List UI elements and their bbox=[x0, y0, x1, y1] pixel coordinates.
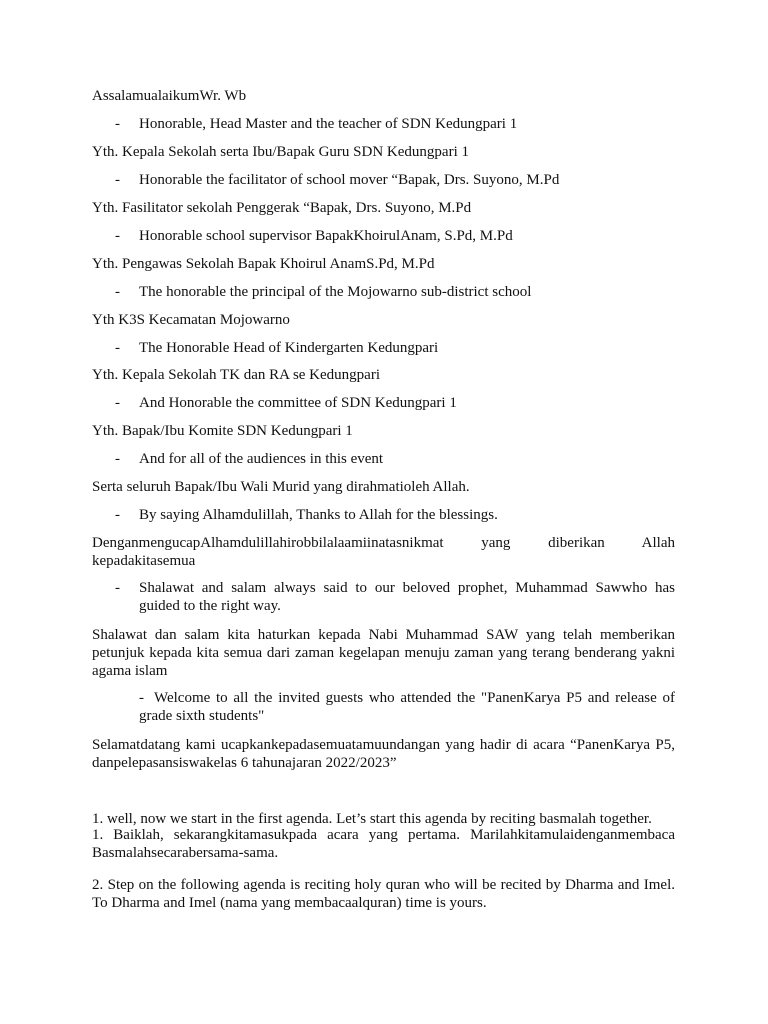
bullet-dash: - bbox=[115, 116, 120, 132]
bullet-dash: - bbox=[115, 451, 120, 467]
bullet-item bbox=[115, 171, 675, 189]
bullet-item bbox=[115, 394, 675, 412]
bullet-dash: - bbox=[115, 395, 120, 411]
paragraph: Yth. Fasilitator sekolah Penggerak “Bapak, Drs. Suyono, M.Pd bbox=[92, 200, 472, 216]
bullet-item bbox=[139, 689, 675, 725]
paragraph: Selamatdatang kami ucapkankepadasemuatamuundangan yang hadir di acara “PanenKarya P5, danpelepasansiswakelas 6 tahunajaran 2022/2023” bbox=[92, 737, 675, 771]
bullet-dash: - bbox=[115, 172, 120, 188]
bullet-item bbox=[115, 283, 675, 301]
bullet-dash: - bbox=[115, 340, 120, 356]
bullet-text: Shalawat and salam always said to our beloved prophet, Muhammad Sawwho has guided to the right way. bbox=[139, 580, 675, 614]
bullet-item bbox=[115, 506, 675, 524]
bullet-dash: - bbox=[115, 284, 120, 300]
bullet-dash: - bbox=[115, 228, 120, 244]
paragraph: Yth. Pengawas Sekolah Bapak Khoirul AnamS.Pd, M.Pd bbox=[92, 256, 435, 272]
bullet-text: The honorable the principal of the Mojowarno sub-district school bbox=[139, 284, 532, 300]
agenda-2: 2. Step on the following agenda is reciting holy quran who will be recited by Dharma and Imel. To Dharma and Imel (nama yang membacaalquran) time is yours. bbox=[92, 877, 675, 911]
bullet-text: By saying Alhamdulillah, Thanks to Allah for the blessings. bbox=[139, 507, 498, 523]
paragraph: Yth K3S Kecamatan Mojowarno bbox=[92, 312, 290, 328]
paragraph: Serta seluruh Bapak/Ibu Wali Murid yang dirahmatioleh Allah. bbox=[92, 479, 470, 495]
paragraph: Yth. Kepala Sekolah serta Ibu/Bapak Guru SDN Kedungpari 1 bbox=[92, 144, 469, 160]
bullet-dash: - bbox=[139, 690, 144, 706]
bullet-text: And Honorable the committee of SDN Kedungpari 1 bbox=[139, 395, 457, 411]
greeting: AssalamualaikumWr. Wb bbox=[92, 88, 247, 104]
bullet-dash: - bbox=[115, 580, 120, 596]
paragraph-line: DenganmengucapAlhamdulillahirobbilalaamiinatasnikmat yang diberikan Allah bbox=[92, 535, 675, 551]
agenda-1-english: 1. well, now we start in the first agenda. Let’s start this agenda by reciting basmalah together. bbox=[92, 811, 652, 827]
bullet-text: The Honorable Head of Kindergarten Kedungpari bbox=[139, 340, 439, 356]
bullet-item bbox=[115, 227, 675, 245]
bullet-text: Honorable the facilitator of school mover “Bapak, Drs. Suyono, M.Pd bbox=[139, 172, 560, 188]
bullet-text: Welcome to all the invited guests who attended the "PanenKarya P5 and release of grade sixth students" bbox=[139, 690, 675, 724]
bullet-text: Honorable school supervisor BapakKhoirulAnam, S.Pd, M.Pd bbox=[139, 228, 513, 244]
agenda-1-indonesian: 1. Baiklah, sekarangkitamasukpada acara yang pertama. Marilahkitamulaidenganmembaca Basmalahsecarabersama-sama. bbox=[92, 827, 675, 861]
bullet-item bbox=[115, 579, 675, 615]
bullet-item bbox=[115, 115, 675, 133]
bullet-dash: - bbox=[115, 507, 120, 523]
bullet-item bbox=[115, 450, 675, 468]
paragraph: Yth. Bapak/Ibu Komite SDN Kedungpari 1 bbox=[92, 423, 353, 439]
bullet-item bbox=[115, 339, 675, 357]
paragraph: Yth. Kepala Sekolah TK dan RA se Kedungpari bbox=[92, 367, 380, 383]
bullet-text: Honorable, Head Master and the teacher of SDN Kedungpari 1 bbox=[139, 116, 518, 132]
bullet-text: And for all of the audiences in this event bbox=[139, 451, 384, 467]
paragraph: Shalawat dan salam kita haturkan kepada Nabi Muhammad SAW yang telah memberikan petunjuk kepada kita semua dari zaman kegelapan menuju zaman yang terang benderang yakni agama islam bbox=[92, 627, 675, 679]
paragraph-line: kepadakitasemua bbox=[92, 553, 196, 569]
